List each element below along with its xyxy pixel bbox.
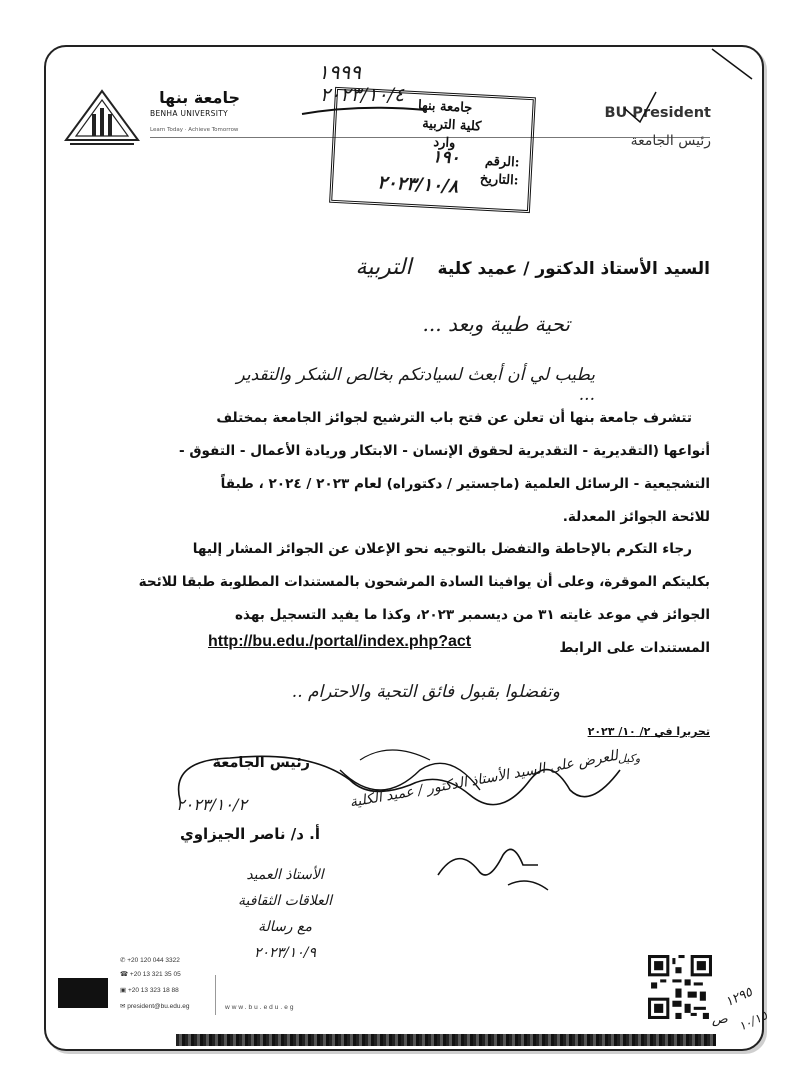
paragraph-line: أنواعها (التقديرية - التقديرية لحقوق الإنسان - الابتكار وريادة الأعمال - التفوق - [179, 443, 710, 459]
annotation-line: العلاقات الثقافية [237, 893, 332, 909]
annotation-bottom-label: ص [712, 1012, 728, 1027]
university-name-arabic: جامعة بنها [159, 88, 240, 107]
scan-edge-band [176, 1034, 716, 1046]
paragraph-line: رجاء التكرم بالإحاطة والتفضل بالتوجيه نحو الإعلان عن الجوائز المشار إليها [192, 541, 692, 557]
closing-handwritten: وتفضلوا بقبول فائق التحية والاحترام .. [291, 682, 560, 702]
annotation-line: الأستاذ العميد [246, 867, 324, 883]
recipient-faculty-handwritten: التربية [355, 255, 412, 280]
university-motto: Learn Today · Achieve Tomorrow [150, 127, 239, 133]
handwritten-checkmark [620, 88, 660, 128]
annotation-cultural-relations [225, 862, 345, 966]
handwritten-stroke [708, 45, 758, 85]
benha-university-logo [62, 88, 142, 148]
intro-handwritten: يطيب لي أن أبعث لسيادتكم بخالص الشكر والتقدير ... [236, 365, 595, 405]
annotation-refer-to-dean: للعرض على السيد الأستاذ الدكتور / عميد الكلية [348, 747, 620, 811]
paragraph-line: تتشرف جامعة بنها أن تعلن عن فتح باب الترشيح لجوائز الجامعة بمختلف [216, 410, 692, 426]
written-date: تحريرا في ٢/ ١٠/ ٢٠٢٣ [587, 725, 710, 738]
footer-phone-1: ✆ +20 120 044 3322 [120, 957, 180, 964]
stamp-line-incoming: وارد [433, 135, 456, 152]
university-name-english: BENHA UNIVERSITY [150, 109, 228, 118]
annotation-bottom-number: ١٢٩٥ [723, 984, 755, 1011]
signatory-name: أ. د/ ناصر الجيزاوي [179, 825, 320, 843]
portal-link[interactable]: http://bu.edu./portal/index.php?act [208, 633, 472, 650]
phone-icon: ☎ [120, 971, 130, 978]
footer-website: www.bu.edu.eg [225, 1004, 296, 1011]
paragraph-line: الجوائز في موعد غايته ٣١ من ديسمبر ٢٠٢٣، وكذا ما يفيد التسجيل بهذه [234, 607, 710, 623]
annotation-line: مع رسالة [258, 919, 312, 935]
paragraph-line: بكليتكم الموقرة، وعلى أن يوافينا السادة المرشحون بالمستندات المطلوبة طبقا للائحة [138, 574, 710, 590]
annotation-vice-dean: وكيل [618, 752, 641, 765]
signature-handwritten-date: ٢٠٢٣/١٠/٢ [176, 795, 247, 814]
stamp-number-label: الرقم: [484, 153, 520, 171]
incoming-mail-stamp [329, 87, 536, 213]
footer-divider [215, 975, 216, 1015]
greeting-handwritten: تحية طيبة وبعد ... [422, 312, 570, 336]
annotation-scribble [428, 835, 558, 895]
qr-code-icon [648, 955, 712, 1019]
stamp-date-value: ٢٠٢٣/١٠/٨ [376, 172, 459, 198]
annotation-bottom-date: ١٠/١٥ [736, 1008, 770, 1034]
annotation-line: ٢٠٢٣/١٠/٩ [253, 945, 317, 961]
handwritten-signature [150, 740, 630, 830]
handwritten-registration-number: ١٩٩٩ [318, 60, 361, 84]
office-arabic: رئيس الجامعة [630, 133, 711, 149]
stamp-line-faculty: كلية التربية [421, 116, 482, 135]
handwritten-registration-date: ٢٠٢٣/١٠/٤ [320, 84, 405, 106]
paragraph-announcement [60, 402, 710, 534]
signatory-title: رئيس الجامعة [212, 755, 310, 771]
footer-black-block [58, 978, 108, 1008]
stamp-line-university: جامعة بنها [417, 98, 473, 117]
recipient-address [100, 255, 710, 280]
footer-email: ✉ president@bu.edu.eg [120, 1003, 190, 1010]
footer-fax: ▣ +20 13 323 18 88 [120, 987, 179, 994]
stamp-date-label: التاريخ: [479, 171, 519, 189]
phone-icon: ✆ [120, 957, 128, 964]
paragraph-line: التشجيعية - الرسائل العلمية (ماجستير / دكتوراه) لعام ٢٠٢٣ / ٢٠٢٤ ، طبقاً [220, 476, 710, 492]
fax-icon: ▣ [120, 987, 128, 994]
recipient-title: السيد الأستاذ الدكتور / عميد كلية [437, 259, 710, 279]
mail-icon: ✉ [120, 1003, 128, 1010]
paragraph-line: المستندات على الرابط [559, 640, 710, 656]
stamp-number-value: ١٩٠ [431, 147, 461, 169]
footer-phone-2: ☎ +20 13 321 35 05 [120, 971, 181, 978]
office-english: BU President [604, 105, 711, 121]
paragraph-line: للائحة الجوائز المعدلة. [562, 509, 710, 525]
